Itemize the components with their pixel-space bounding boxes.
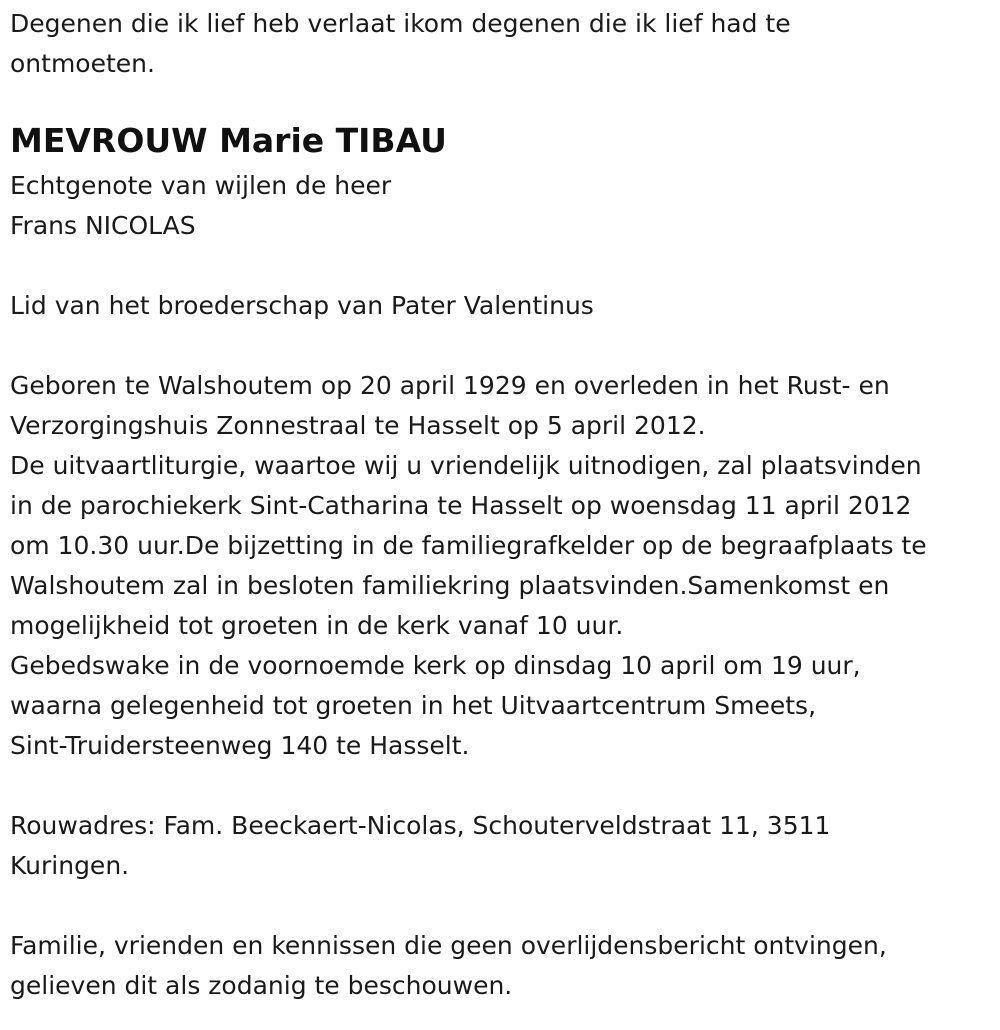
address-line: Rouwadres: Fam. Beeckaert-Nicolas, Schouterveldstraat 11, 3511 [10,811,831,840]
closing-note [10,926,990,1006]
details-line: Sint-Truidersteenweg 140 te Hasselt. [10,731,470,760]
intro-quote [10,4,990,84]
address-line: Kuringen. [10,851,130,880]
deceased-name: MEVROUW Marie TIBAU [10,121,447,160]
spacer [10,766,990,806]
details-line: waarna gelegenheid tot groeten in het Uitvaartcentrum Smeets, [10,691,817,720]
spouse-line: Frans NICOLAS [10,211,196,240]
closing-line: Familie, vrienden en kennissen die geen overlijdensbericht ontvingen, [10,931,887,960]
spouse-info [10,166,990,246]
details-line: Walshoutem zal in besloten familiekring plaatsvinden.Samenkomst en [10,571,890,600]
details-line: om 10.30 uur.De bijzetting in de familiegrafkelder op de begraafplaats te [10,531,927,560]
intro-line: ontmoeten. [10,49,155,78]
spouse-line: Echtgenote van wijlen de heer [10,171,392,200]
details-line: Verzorgingshuis Zonnestraal te Hasselt op 5 april 2012. [10,411,706,440]
details-line: Geboren te Walshoutem op 20 april 1929 en overleden in het Rust- en [10,371,890,400]
membership-line: Lid van het broederschap van Pater Valentinus [10,291,594,320]
details-line: mogelijkheid tot groeten in de kerk vanaf 10 uur. [10,611,624,640]
details-line: in de parochiekerk Sint-Catharina te Hasselt op woensdag 11 april 2012 [10,491,912,520]
spacer [10,886,990,926]
spacer [10,326,990,366]
funeral-details [10,366,990,766]
intro-line: Degenen die ik lief heb verlaat ikom degenen die ik lief had te [10,9,791,38]
details-line: De uitvaartliturgie, waartoe wij u vriendelijk uitnodigen, zal plaatsvinden [10,451,922,480]
spacer [10,246,990,286]
closing-line: gelieven dit als zodanig te beschouwen. [10,971,513,1000]
details-line: Gebedswake in de voornoemde kerk op dinsdag 10 april om 19 uur, [10,651,861,680]
mourning-address [10,806,990,886]
